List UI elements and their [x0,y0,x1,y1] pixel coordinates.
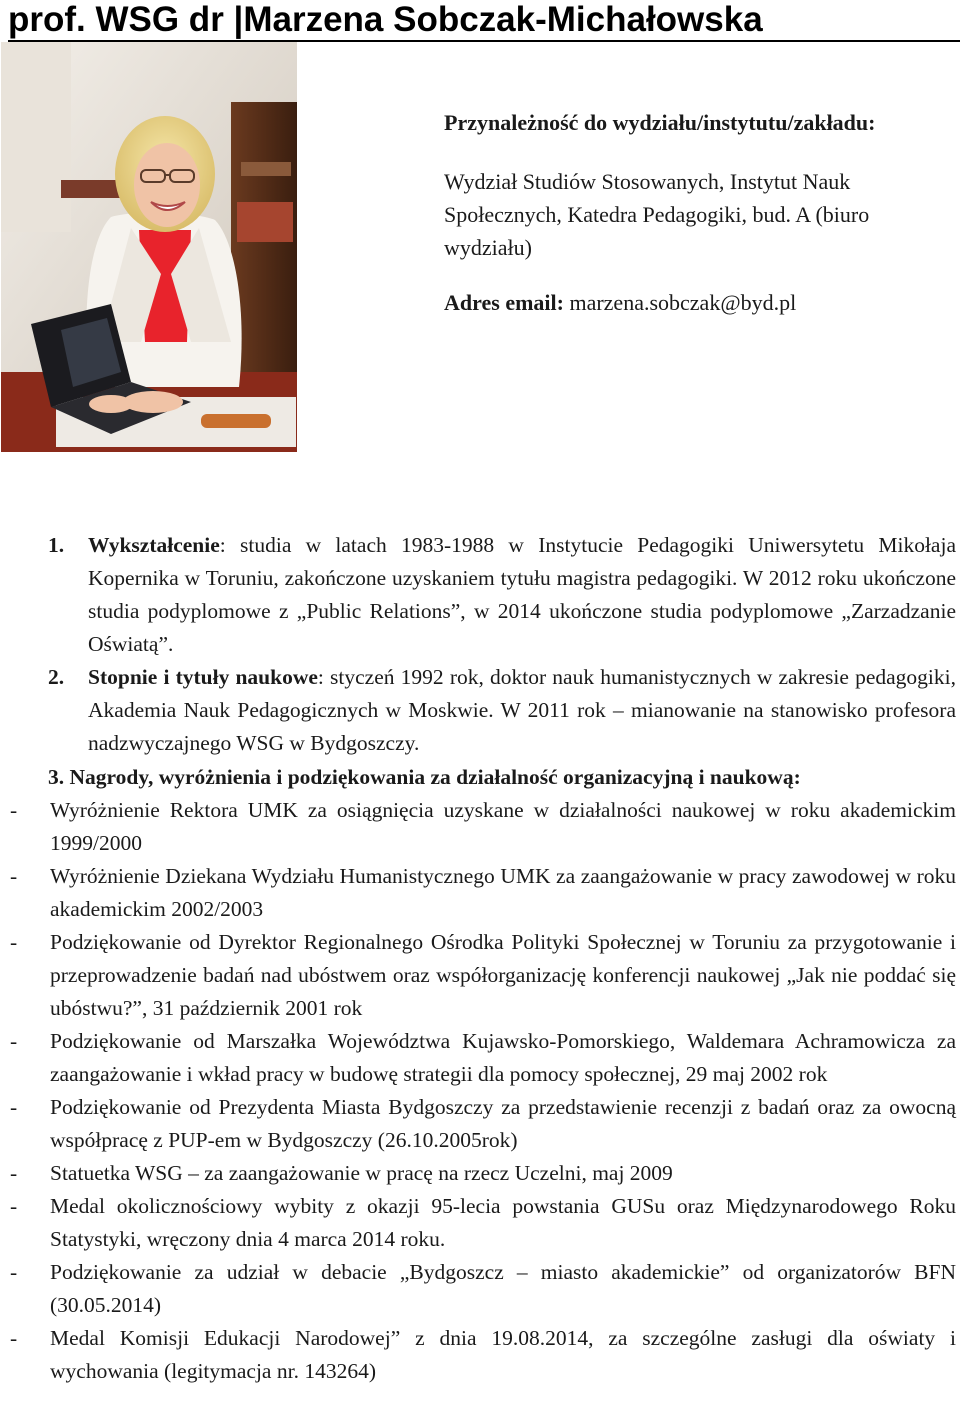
award-text: Medal Komisji Edukacji Narodowej” z dnia 19.08.2014, za szczególne zasługi dla oświaty i wychowania (legitymacja nr. 143264) [50,1326,956,1383]
portrait-photo [1,42,297,452]
email-link[interactable]: marzena.sobczak@byd.pl [569,290,797,315]
email-line [444,286,914,319]
award-text: Wyróżnienie Rektora UMK za osiągnięcia uzyskane w działalności naukowej w roku akademickim 1999/2000 [50,798,956,855]
list-dash: - [10,1029,18,1053]
award-text: Medal okolicznościowy wybity z okazji 95-lecia powstania GUSu oraz Międzynarodowego Roku Statystyki, wręczony dnia 4 marca 2014 roku. [50,1194,956,1251]
page-title: prof. WSG dr |Marzena Sobczak-Michałowska [8,0,763,39]
list-dash: - [10,1326,18,1350]
list-item [0,860,956,926]
section-education [48,529,956,661]
section-number: 2. [48,665,65,689]
section-degrees [48,661,956,760]
section-heading: Stopnie i tytuły naukowe [88,665,318,689]
list-dash: - [10,864,18,888]
list-item [0,794,956,860]
award-text: Podziękowanie od Dyrektor Regionalnego Ośrodka Polityki Społecznej w Toruniu za przygotowanie i przeprowadzenie badań nad ubóstwem oraz współorganizację konferencji naukowej „Jak nie poddać się ubóstwu?”, 31 październik 2001 rok [50,930,956,1020]
award-text: Podziękowanie za udział w debacie „Bydgoszcz – miasto akademickie” od organizatorów BFN (30.05.2014) [50,1260,956,1317]
section-heading: Nagrody, wyróżnienia i podziękowania za działalność organizacyjną i naukową: [69,765,801,789]
award-text: Podziękowanie od Prezydenta Miasta Bydgoszczy za przedstawienie recenzji z badań oraz za owocną współpracę z PUP-em w Bydgoszczy (26.10.2005rok) [50,1095,956,1152]
list-dash: - [10,930,18,954]
list-item [0,1190,956,1256]
list-item [0,1256,956,1322]
list-item [0,926,956,1025]
awards-list [0,794,956,1388]
award-text: Wyróżnienie Dziekana Wydziału Humanistycznego UMK za zaangażowanie w pracy zawodowej w roku akademickim 2002/2003 [50,864,956,921]
list-dash: - [10,1194,18,1218]
affiliation-text: Wydział Studiów Stosowanych, Instytut Nauk Społecznych, Katedra Pedagogiki, bud. A (biuro wydziału) [444,169,870,260]
affiliation-block [444,106,914,319]
section-awards-heading [48,761,801,794]
section-text: : styczeń 1992 rok, doktor nauk humanistycznych w zakresie pedagogiki, Akademia Nauk Pedagogicznych w Moskwie. W 2011 rok – mianowanie na stanowisko profesora nadzwyczajnego WSG w Bydgoszczy. [88,665,956,755]
section-number: 3. [48,765,65,789]
award-text: Podziękowanie od Marszałka Województwa Kujawsko-Pomorskiego, Waldemara Achramowicza za zaangażowanie i wkład pracy w budowę strategii dla pomocy społecznej, 29 maj 2002 rok [50,1029,956,1086]
list-item [0,1091,956,1157]
award-text: Statuetka WSG – za zaangażowanie w pracę na rzecz Uczelni, maj 2009 [50,1161,673,1185]
list-item [0,1025,956,1091]
section-number: 1. [48,533,65,557]
list-dash: - [10,798,18,822]
section-heading: Wykształcenie [88,533,220,557]
list-dash: - [10,1161,18,1185]
list-dash: - [10,1095,18,1119]
section-body [88,661,956,760]
affiliation-heading: Przynależność do wydziału/instytutu/zakładu: [444,110,876,135]
section-body [88,529,956,661]
list-item [0,1322,956,1388]
email-label: Adres email: [444,290,564,315]
list-dash: - [10,1260,18,1284]
list-item [0,1157,956,1190]
section-text: : studia w latach 1983-1988 w Instytucie Pedagogiki Uniwersytetu Mikołaja Kopernika w Toruniu, zakończone uzyskaniem tytułu magistra pedagogiki. W 2012 roku ukończone studia podyplomowe z „Public Relations”, w 2014 ukończone studia podyplomowe „Zarzadzanie Oświatą”. [88,533,956,656]
